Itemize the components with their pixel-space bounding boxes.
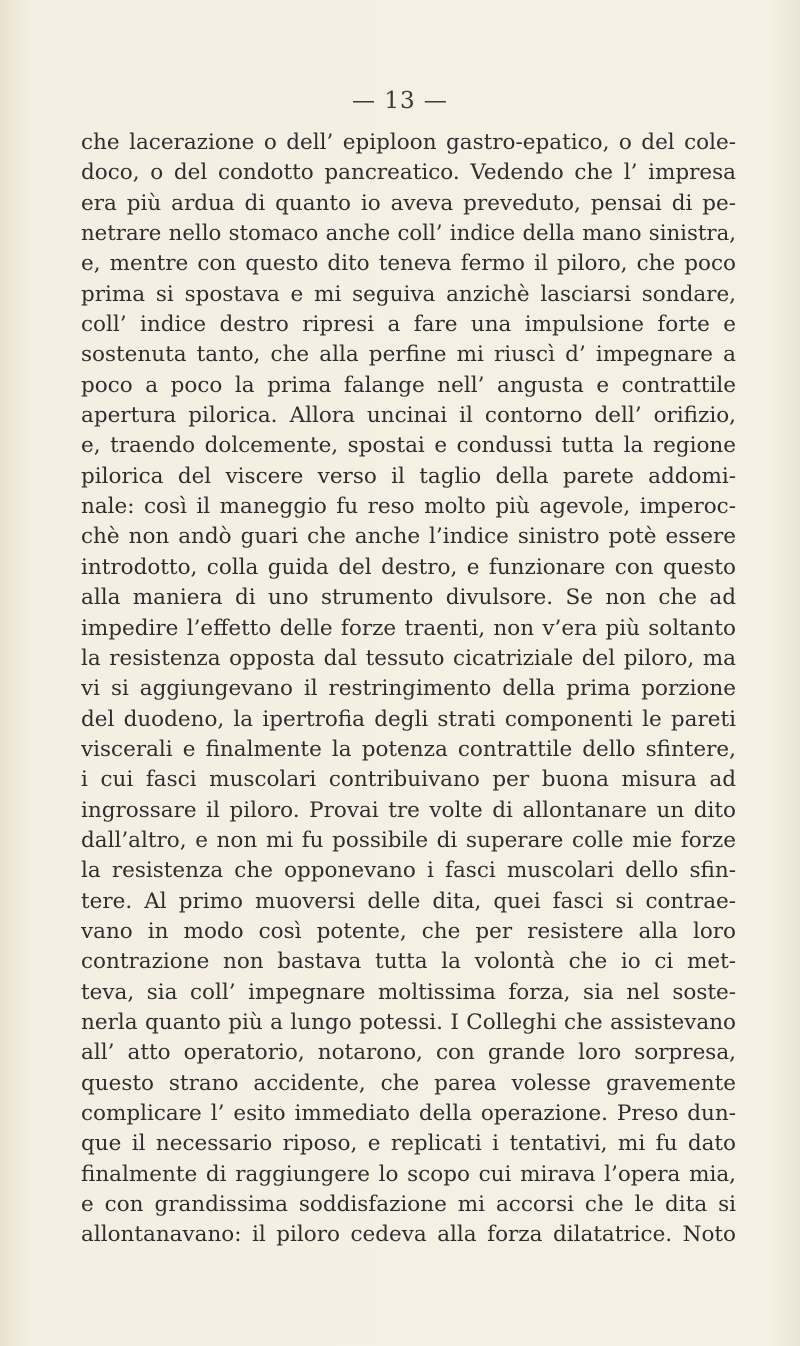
text-line: era più ardua di quanto io aveva preveduto, pensai di pe- [81,190,736,216]
text-line: alla maniera di uno strumento divulsore. Se non che ad [81,585,736,611]
text-line: la resistenza opposta dal tessuto cicatriziale del piloro, ma [81,645,736,671]
text-line: introdotto, colla guida del destro, e funzionare con questo [81,554,736,580]
text-line: vano in modo così potente, che per resistere alla loro [81,918,736,944]
text-line: poco a poco la prima falange nell’ angusta e contrattile [81,372,736,398]
text-line: sostenuta tanto, che alla perfine mi riuscì d’ impegnare a [81,342,736,368]
text-line: netrare nello stomaco anche coll’ indice della mano sinistra, [81,221,736,247]
text-line: pilorica del viscere verso il taglio della parete addomi- [81,463,736,489]
text-line: ingrossare il piloro. Provai tre volte di allontanare un dito [81,797,736,823]
text-line: impedire l’effetto delle forze traenti, non v’era più soltanto [81,615,736,641]
text-line: questo strano accidente, che parea volesse gravemente [81,1070,736,1096]
text-line: teva, sia coll’ impegnare moltissima forza, sia nel soste- [81,979,736,1005]
text-line: vi si aggiungevano il restringimento della prima porzione [81,676,736,702]
text-line: que il necessario riposo, e replicati i tentativi, mi fu dato [81,1131,736,1157]
text-line: chè non andò guari che anche l’indice sinistro potè essere [81,524,736,550]
text-line: nale: così il maneggio fu reso molto più agevole, imperoc- [81,494,736,520]
text-line: che lacerazione o dell’ epiploon gastro-epatico, o del cole- [81,130,736,155]
text-line: e, traendo dolcemente, spostai e condussi tutta la regione [81,433,736,459]
text-line: e con grandissima soddisfazione mi accorsi che le dita si [81,1192,736,1218]
text-line: prima si spostava e mi seguiva anzichè lasciarsi sondare, [81,281,736,307]
text-line: del duodeno, la ipertrofia degli strati componenti le pareti [81,706,736,732]
text-line: i cui fasci muscolari contribuivano per buona misura ad [81,767,736,793]
text-line: all’ atto operatorio, notarono, con grande loro sorpresa, [81,1040,736,1066]
text-line: coll’ indice destro ripresi a fare una impulsione forte e [81,312,736,338]
text-line: contrazione non bastava tutta la volontà che io ci met- [81,949,736,975]
text-line: allontanavano: il piloro cedeva alla forza dilatatrice. Noto [81,1222,736,1248]
text-line: tere. Al primo muoversi delle dita, quei fasci si contrae- [81,888,736,914]
text-line: finalmente di raggiungere lo scopo cui mirava l’opera mia, [81,1161,736,1187]
text-line: la resistenza che opponevano i fasci muscolari dello sfin- [81,858,736,884]
text-line: complicare l’ esito immediato della operazione. Preso dun- [81,1101,736,1126]
text-line: nerla quanto più a lungo potessi. I Colleghi che assistevano [81,1009,736,1035]
text-line: apertura pilorica. Allora uncinai il contorno dell’ orifizio, [81,403,736,429]
text-line: dall’altro, e non mi fu possibile di superare colle mie forze [81,827,736,853]
page-number: — 13 — [352,88,448,114]
text-line: doco, o del condotto pancreatico. Vedendo che l’ impresa [81,160,736,186]
text-line: viscerali e finalmente la potenza contrattile dello sfintere, [81,736,736,762]
body-text [81,128,736,1251]
text-line: e, mentre con questo dito teneva fermo il piloro, che poco [81,251,736,277]
